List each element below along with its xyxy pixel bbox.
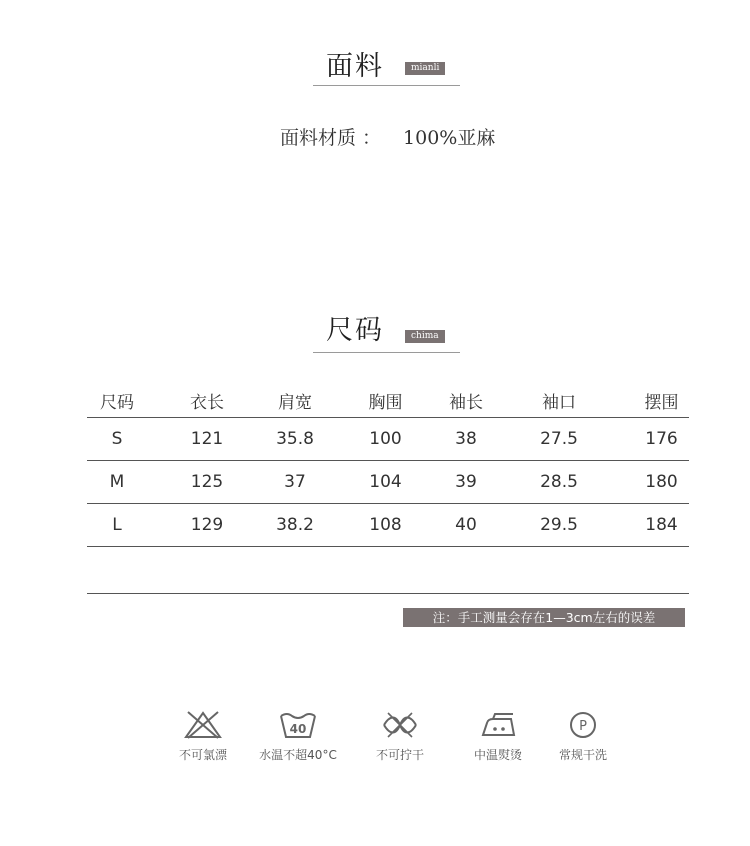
care-label: 水温不超40°C: [259, 748, 337, 762]
no-wring-icon: [380, 710, 420, 740]
care-item-dry-clean: [538, 710, 628, 763]
header-shoulder: 肩宽: [267, 383, 323, 418]
size-section-title: 尺码: [326, 315, 384, 346]
table-cell: 27.5: [484, 418, 634, 461]
size-section-rule: [313, 352, 460, 353]
table-cell: 28.5: [484, 461, 634, 504]
material-value: 100%亚麻: [403, 127, 496, 149]
header-hem: 摆围: [634, 383, 689, 418]
table-cell: S: [87, 418, 147, 461]
fabric-section-title: 面料: [326, 51, 384, 82]
fabric-section-rule: [313, 85, 460, 86]
dry-clean-icon: [563, 710, 603, 740]
no-bleach-icon: [183, 710, 223, 740]
table-cell: 29.5: [484, 504, 634, 547]
table-cell: 108: [323, 504, 448, 547]
care-item-no-bleach: [158, 710, 248, 763]
table-cell: 40: [448, 504, 484, 547]
table-cell: 184: [634, 504, 689, 547]
table-cell: M: [87, 461, 147, 504]
header-sleeve-length: 袖长: [448, 383, 484, 418]
table-row: [87, 504, 689, 547]
table-row: [87, 418, 689, 461]
table-cell: 129: [147, 504, 267, 547]
header-cuff: 袖口: [484, 383, 634, 418]
size-table-header: [87, 383, 689, 418]
table-footer-divider: [87, 593, 689, 594]
size-section-tag: chima: [405, 330, 445, 343]
care-item-iron-medium: [453, 710, 543, 763]
table-cell: 37: [267, 461, 323, 504]
table-cell: 35.8: [267, 418, 323, 461]
care-item-no-wring: [355, 710, 445, 763]
measurement-note: 注：手工测量会存在1—3cm左右的误差: [403, 608, 685, 627]
size-table: [87, 383, 689, 547]
table-row: [87, 461, 689, 504]
table-cell: 176: [634, 418, 689, 461]
care-label: 不可拧干: [375, 748, 424, 762]
table-cell: 125: [147, 461, 267, 504]
fabric-section-tag: mianli: [405, 62, 445, 75]
table-cell: 100: [323, 418, 448, 461]
table-cell: 121: [147, 418, 267, 461]
care-item-wash-40: [253, 710, 343, 763]
header-length: 衣长: [147, 383, 267, 418]
wash-temp-badge: 40: [289, 722, 307, 736]
table-cell: L: [87, 504, 147, 547]
care-label: 不可氯漂: [178, 748, 227, 762]
table-cell: 38.2: [267, 504, 323, 547]
table-cell: 39: [448, 461, 484, 504]
care-label: 常规干洗: [558, 748, 607, 762]
material-label: 面料材质 ：: [280, 127, 382, 149]
iron-medium-icon: [478, 710, 518, 740]
care-label: 中温熨烫: [473, 748, 522, 762]
dry-clean-badge: P: [579, 719, 587, 734]
header-chest: 胸围: [323, 383, 448, 418]
table-cell: 180: [634, 461, 689, 504]
table-cell: 38: [448, 418, 484, 461]
table-cell: 104: [323, 461, 448, 504]
wash-40-icon: [278, 710, 318, 740]
header-size: 尺码: [87, 383, 147, 418]
material-line: [280, 123, 495, 150]
